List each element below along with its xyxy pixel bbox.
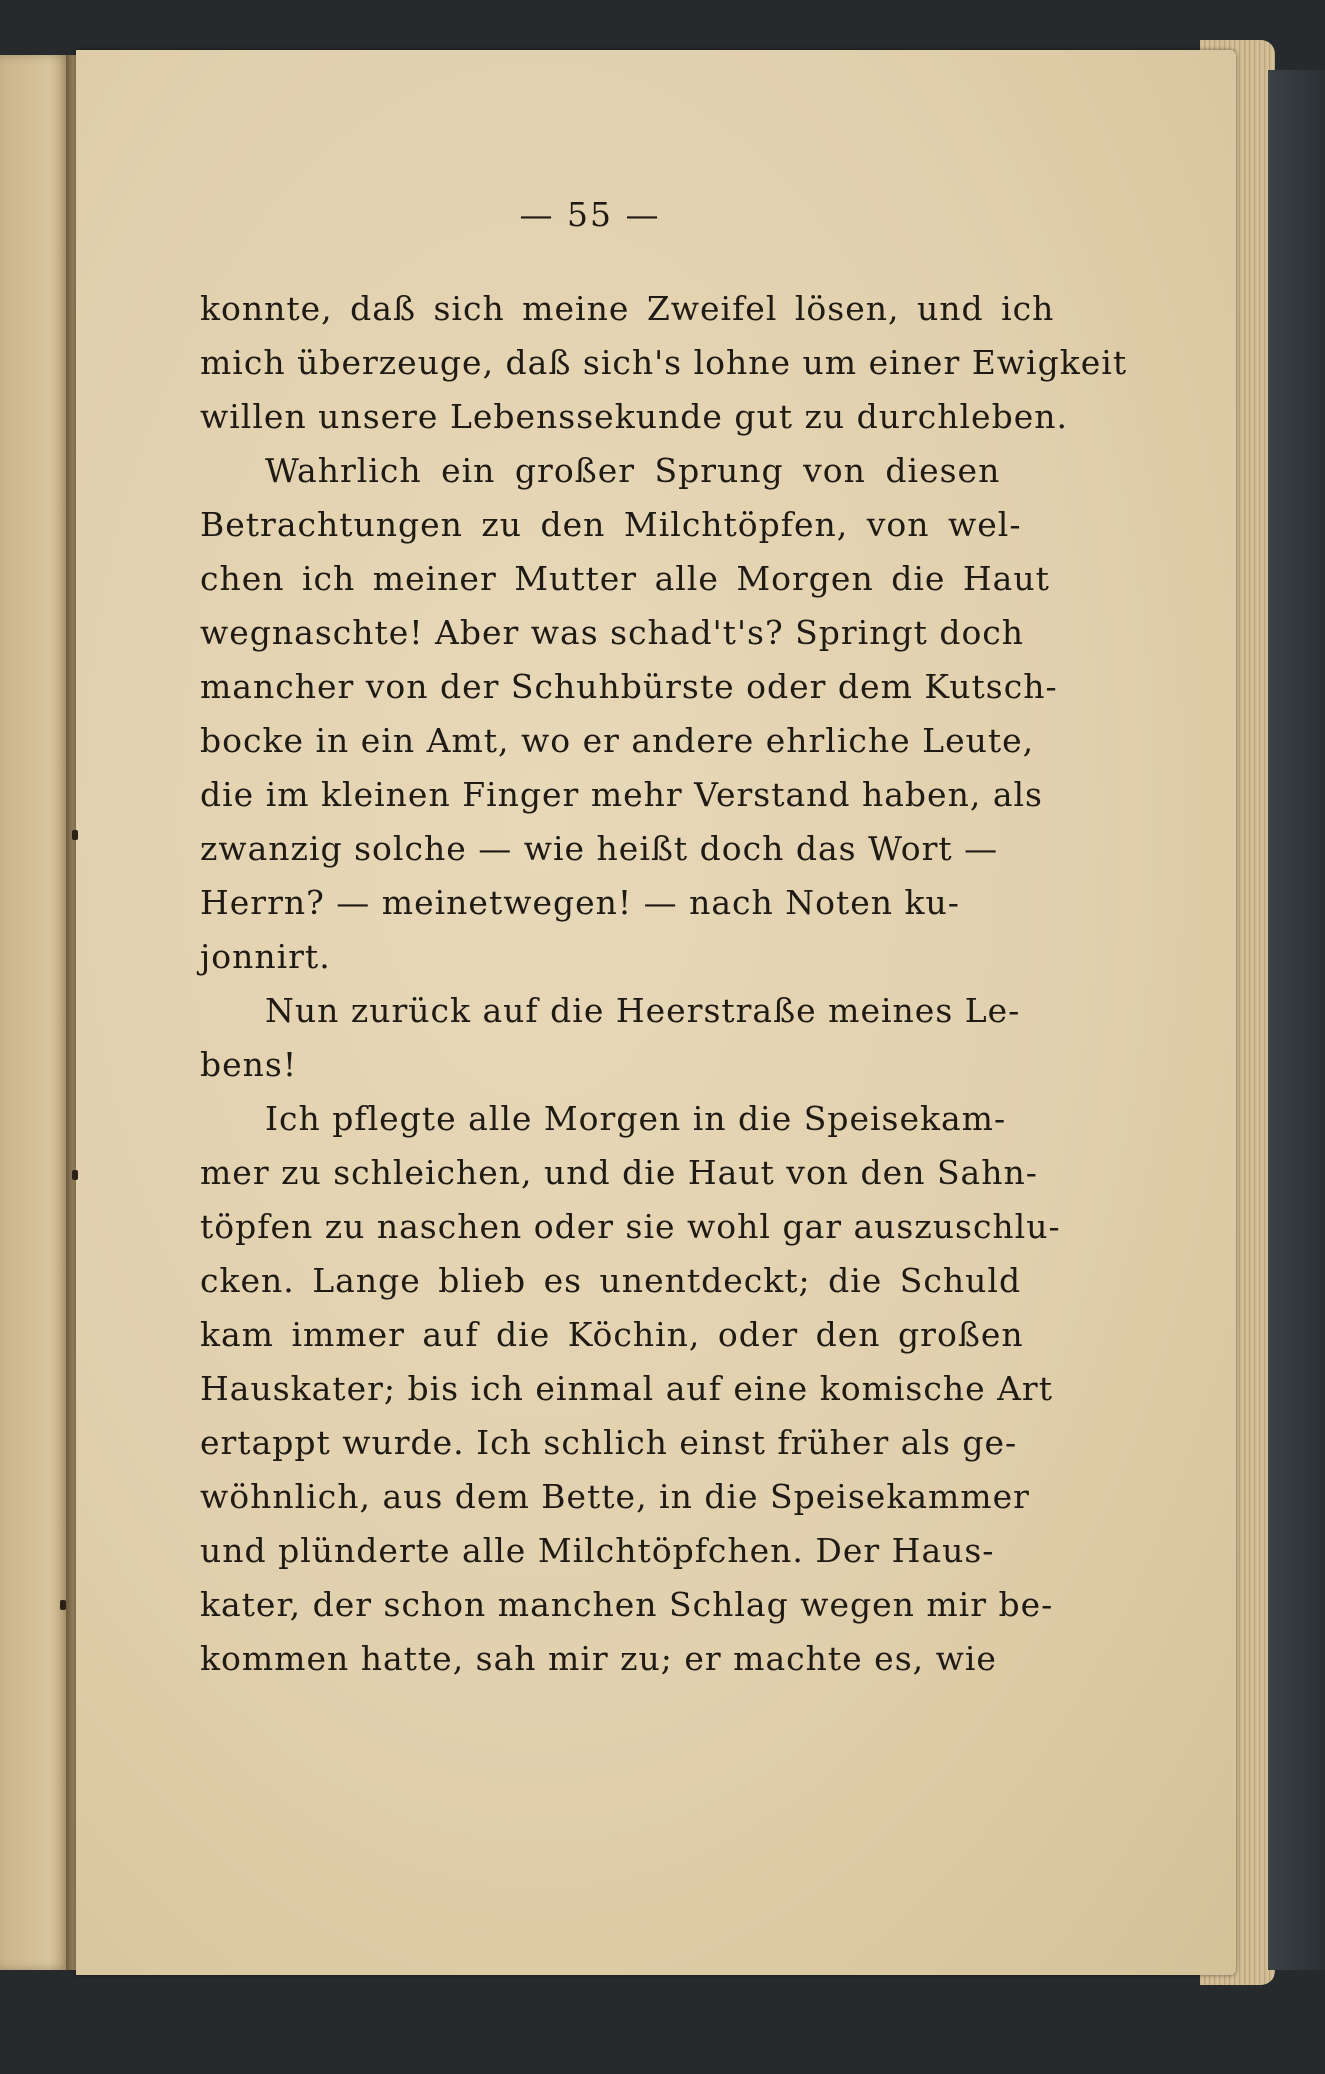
book-cover-edge: [1268, 70, 1325, 1970]
margin-mark: [72, 830, 78, 840]
text-line: wegnaschte! Aber was schad't's? Springt doch: [200, 613, 1025, 652]
text-line: willen unsere Lebenssekunde gut zu durchleben.: [200, 397, 1068, 436]
text-line: zwanzig solche — wie heißt doch das Wort —: [200, 829, 999, 868]
text-line: Ich pflegte alle Morgen in die Speisekam-: [265, 1099, 1007, 1138]
left-page-edge: [0, 55, 70, 1970]
text-line: Betrachtungen zu den Milchtöpfen, von wel-: [200, 505, 1022, 544]
text-line: mer zu schleichen, und die Haut von den Sahn-: [200, 1153, 1038, 1192]
text-line: kommen hatte, sah mir zu; er machte es, wie: [200, 1639, 997, 1678]
book-gutter: [66, 55, 76, 1970]
text-line: wöhnlich, aus dem Bette, in die Speisekammer: [200, 1477, 1030, 1516]
text-line: kam immer auf die Köchin, oder den großen: [200, 1315, 1024, 1354]
text-line: kater, der schon manchen Schlag wegen mir be-: [200, 1585, 1054, 1624]
text-line: bens!: [200, 1045, 298, 1084]
text-line: Nun zurück auf die Heerstraße meines Le-: [265, 991, 1021, 1030]
text-line: Hauskater; bis ich einmal auf eine komische Art: [200, 1369, 1053, 1408]
text-line: ertappt wurde. Ich schlich einst früher als ge-: [200, 1423, 1018, 1462]
margin-mark: [60, 1600, 66, 1610]
page-number: — 55 —: [519, 195, 661, 234]
margin-mark: [72, 1170, 78, 1180]
text-line: die im kleinen Finger mehr Verstand haben, als: [200, 775, 1043, 814]
text-line: chen ich meiner Mutter alle Morgen die Haut: [200, 559, 1050, 598]
text-line: cken. Lange blieb es unentdeckt; die Schuld: [200, 1261, 1022, 1300]
text-line: Herrn? — meinetwegen! — nach Noten ku-: [200, 883, 960, 922]
text-line: mancher von der Schuhbürste oder dem Kutsch-: [200, 667, 1058, 706]
text-line: konnte, daß sich meine Zweifel lösen, und ich: [200, 289, 1055, 328]
text-line: und plünderte alle Milchtöpfchen. Der Haus-: [200, 1531, 995, 1570]
text-line: mich überzeuge, daß sich's lohne um einer Ewigkeit: [200, 343, 1128, 382]
text-line: jonnirt.: [200, 937, 331, 976]
text-line: bocke in ein Amt, wo er andere ehrliche Leute,: [200, 721, 1035, 760]
text-line: Wahrlich ein großer Sprung von diesen: [265, 451, 1001, 490]
text-line: töpfen zu naschen oder sie wohl gar auszuschlu-: [200, 1207, 1061, 1246]
